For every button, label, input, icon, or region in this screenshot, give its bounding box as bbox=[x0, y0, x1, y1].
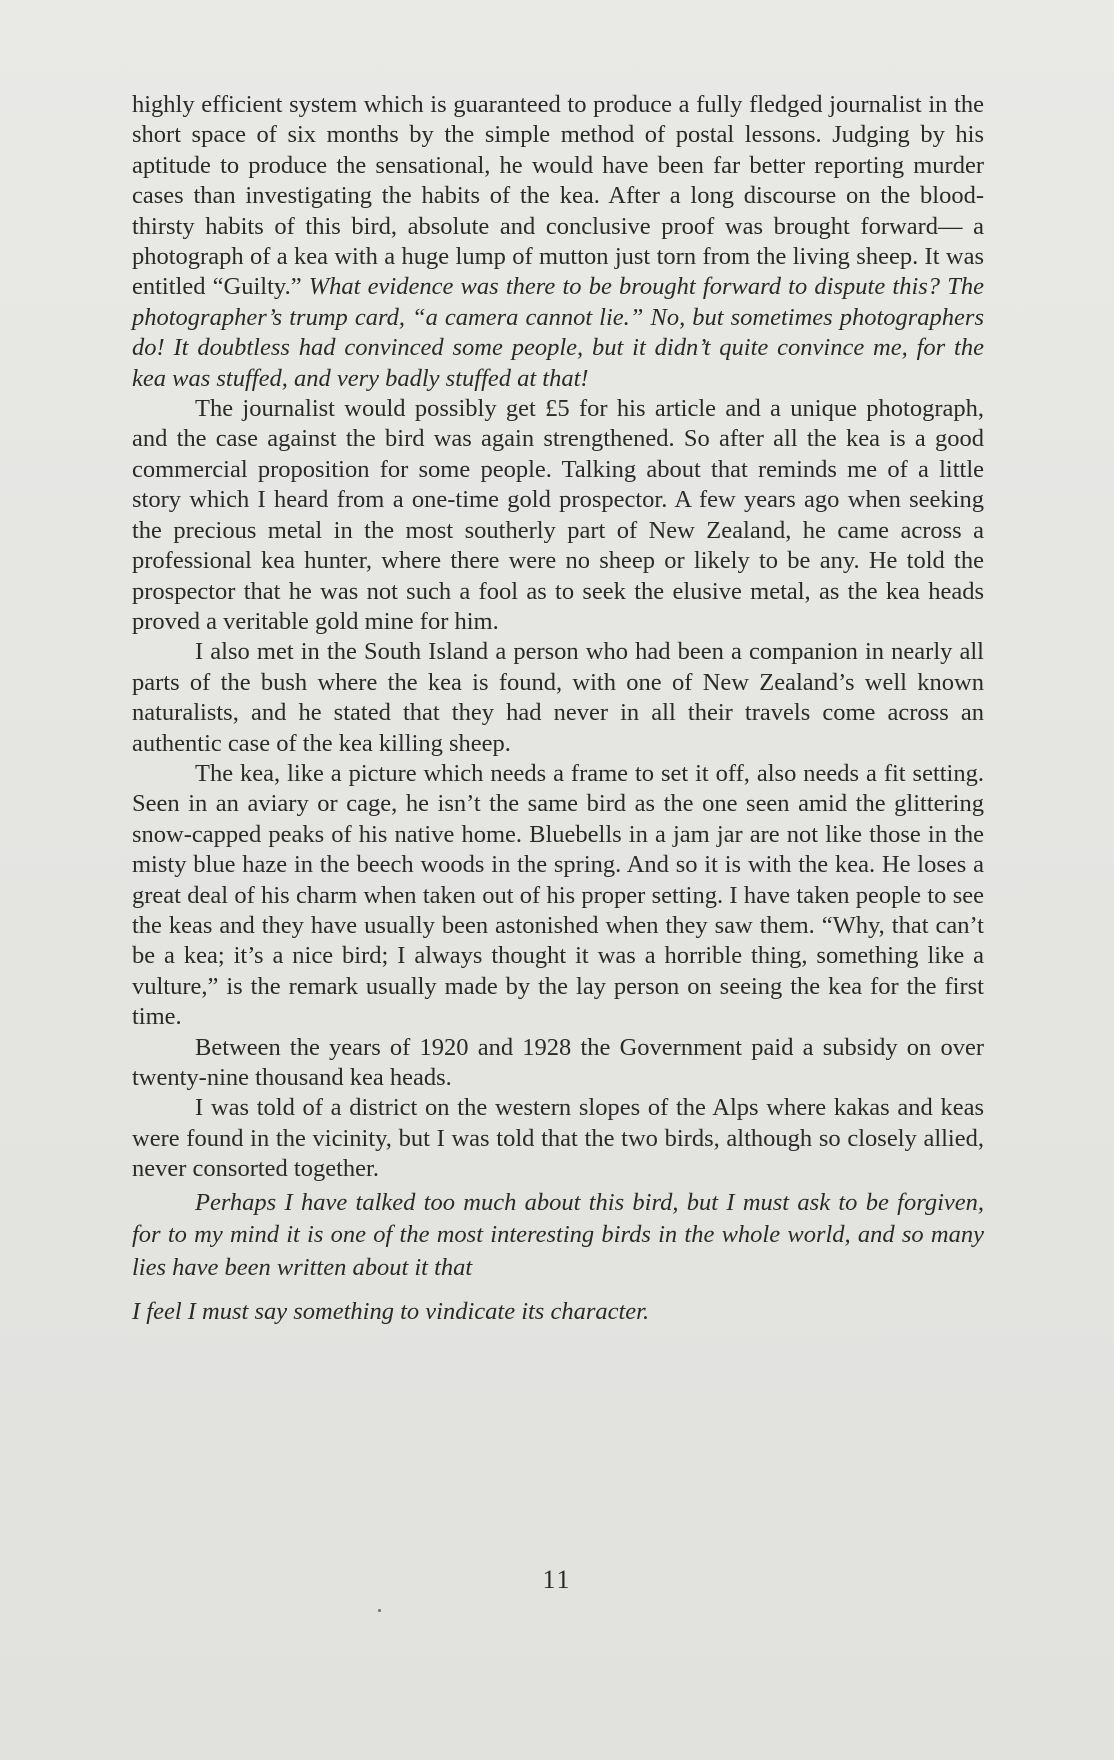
paragraph-journalist bbox=[132, 90, 984, 394]
closing-last-line: I feel I must say something to vindicate its character. bbox=[132, 1298, 650, 1326]
body-text bbox=[132, 90, 984, 1329]
paragraph-south-island: I also met in the South Island a person who had been a companion in nearly all parts of the bush where the kea is found, with one of New Zealand’s well known naturalists, and he stated that they had never in all their travels come across an authentic case of the kea killing sheep. bbox=[132, 638, 984, 757]
paragraph-subsidy: Between the years of 1920 and 1928 the Government paid a subsidy on over twenty-nine thousand kea heads. bbox=[132, 1033, 984, 1091]
paragraph-italic-text: What evidence was there to be brought forward to dispute this? The photographer’s trump card, “a camera cannot lie.” No, but sometimes photographers do! It doubtless had convinced some people, but it didn’t quite convince me, for the kea was stuffed, and very badly stuffed at that! bbox=[132, 273, 984, 392]
closing-text: Perhaps I have talked too much about this bird, but I must ask to be forgiven, for to my mind it is one of the most interesting birds in the whole world, and so many lies have been written about it that bbox=[132, 1188, 984, 1281]
paragraph-text: highly efficient system which is guaranteed to produce a fully fledged journalist in the short space of six months by the simple method of postal lessons. Judging by his aptitude to produce the sensational, he would have been far better reporting murder cases than investigating the habits of the kea. After a long discourse on the blood-thirsty habits of this bird, absolute and conclusive proof was brought forward— a photograph of a kea with a huge lump of mutton just torn from the living sheep. It was entitled “Guilty.” bbox=[132, 91, 984, 301]
paragraph-commercial-proposition: The journalist would possibly get £5 for his article and a unique photograph, and the case against the bird was again strengthened. So after all the kea is a good commercial proposition for some people. Talking about that reminds me of a little story which I heard from a one-time gold prospector. A few years ago when seeking the precious metal in the most southerly part of New Zealand, he came across a professional kea hunter, where there were no sheep or likely to be any. He told the prospector that he was not such a fool as to seek the elusive metal, as the kea heads proved a veritable gold mine for him. bbox=[132, 395, 984, 635]
paper-speck bbox=[378, 1609, 381, 1612]
paragraph-fit-setting: The kea, like a picture which needs a frame to set it off, also needs a fit setting. Seen in an aviary or cage, he isn’t the same bird as the one seen amid the glittering snow-capped peaks of his native home. Bluebells in a jam jar are not like those in the misty blue haze in the beech woods in the spring. And so it is with the kea. He loses a great deal of his charm when taken out of his proper setting. I have taken people to see the keas and they have usually been astonished when they saw them. “Why, that can’t be a kea; it’s a nice bird; I always thought it was a horrible thing, something like a vulture,” is the remark usually made by the lay person on seeing the kea for the first time. bbox=[132, 759, 984, 1031]
paragraph-closing bbox=[132, 1187, 984, 1329]
paragraph-kakas: I was told of a district on the western slopes of the Alps where kakas and keas were found in the vicinity, but I was told that the two birds, although so closely allied, never consorted together. bbox=[132, 1094, 984, 1183]
page-number: 11 bbox=[542, 1565, 572, 1594]
